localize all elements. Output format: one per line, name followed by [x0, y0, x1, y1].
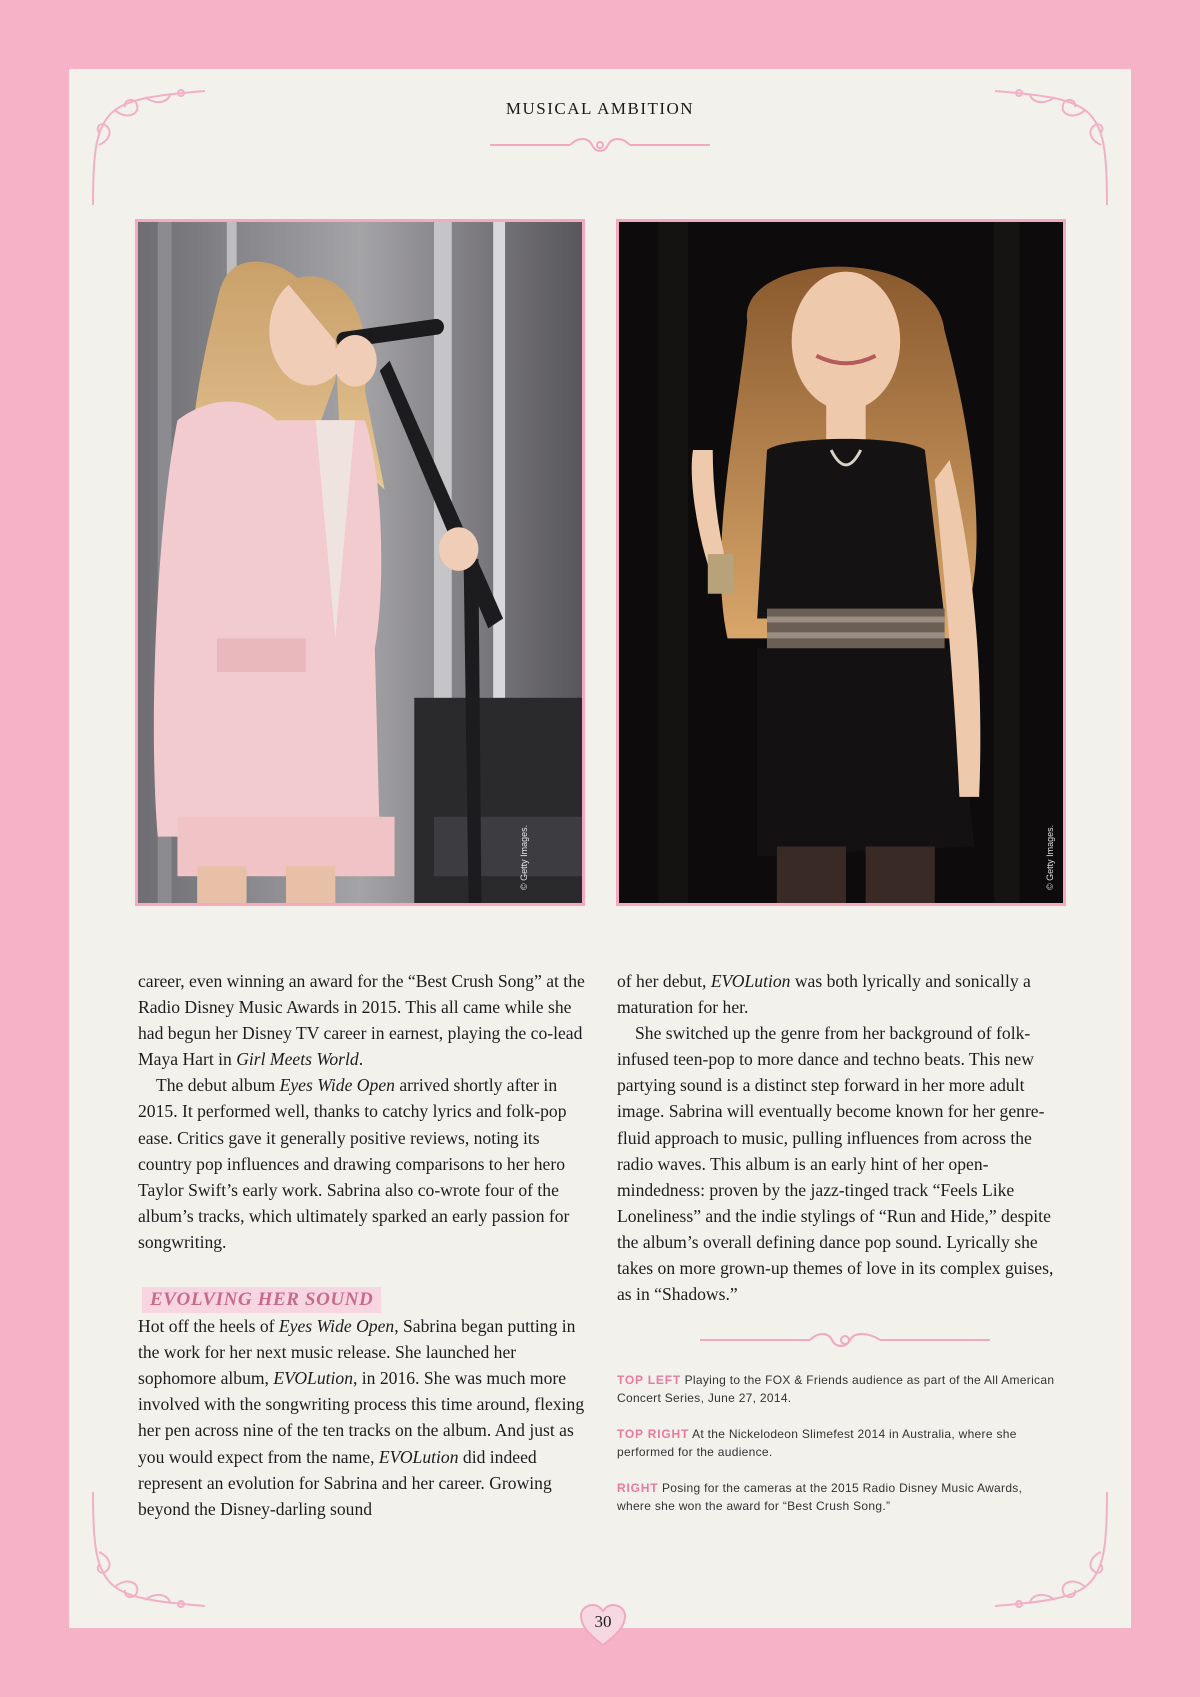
page-number: 30 — [594, 1612, 612, 1631]
section-subhead: EVOLVING HER SOUND — [142, 1287, 381, 1313]
running-head: MUSICAL AMBITION — [505, 99, 695, 118]
left-paragraph-2: The debut album Eyes Wide Open arrived shortly after in 2015. It performed well, thanks to catchy lyrics and folk-pop ease. Critics gave it generally positive reviews, noting its country pop influences and drawing comparisons to her hero Taylor Swift’s early work. Sabrina also co-wrote four of the album’s tracks, which ultimately sparked an early passion for songwriting. — [138, 1075, 570, 1252]
right-paragraph-2: She switched up the genre from her background of folk-infused teen-pop to more dance and techno beats. This new partying sound is a distinct step forward in her more adult image. Sabrina will eventually become known for her genre-fluid approach to music, pulling influences from across the radio waves. This album is an early hint of her open-mindedness: proven by the jazz-tinged track “Feels Like Loneliness” and the indie stylings of “Run and Hide,” despite the album’s overall defining dance pop sound. Lyrically she takes on more grown-up themes of love in its complex guises, as in “Shadows.” — [617, 1023, 1054, 1305]
header-flourish — [490, 133, 710, 157]
left-paragraph-1: career, even winning an award for the “Best Crush Song” at the Radio Disney Music Awards in 2015. This all came while she had begun her Disney TV career in earnest, playing the co-lead Maya Hart in Girl Meets World. — [138, 971, 585, 1070]
photo-credit-right: © Getty Images. — [1045, 824, 1055, 890]
left-paragraph-3: Hot off the heels of Eyes Wide Open, Sabrina began putting in the work for her next music release. She launched her sophomore album, EVOLution, in 2016. She was much more involved with the songwriting process this time around, flexing her pen across nine of the ten tracks on the album. And just as you would expect from the name, EVOLution did indeed represent an evolution for Sabrina and her career. Growing beyond the Disney-darling sound — [138, 1316, 585, 1519]
photo-top-right-posing — [616, 219, 1066, 906]
right-text-column — [617, 968, 1069, 1307]
section-divider-flourish — [700, 1328, 990, 1352]
photo-credit-left: © Getty Images. — [519, 824, 529, 890]
right-paragraph-1: of her debut, EVOLution was both lyrically and sonically a maturation for her. — [617, 971, 1031, 1018]
caption-top-left: TOP LEFT Playing to the FOX & Friends audience as part of the All American Concert Series, June 27, 2014. — [617, 1373, 1055, 1405]
left-text-column — [138, 968, 590, 1522]
caption-top-right: TOP RIGHT At the Nickelodeon Slimefest 2014 in Australia, where she performed for the audience. — [617, 1427, 1017, 1459]
photo-top-left-singing — [135, 219, 585, 906]
page-number-heart — [579, 1603, 627, 1647]
caption-right: RIGHT Posing for the cameras at the 2015 Radio Disney Music Awards, where she won the award for “Best Crush Song.” — [617, 1481, 1023, 1513]
